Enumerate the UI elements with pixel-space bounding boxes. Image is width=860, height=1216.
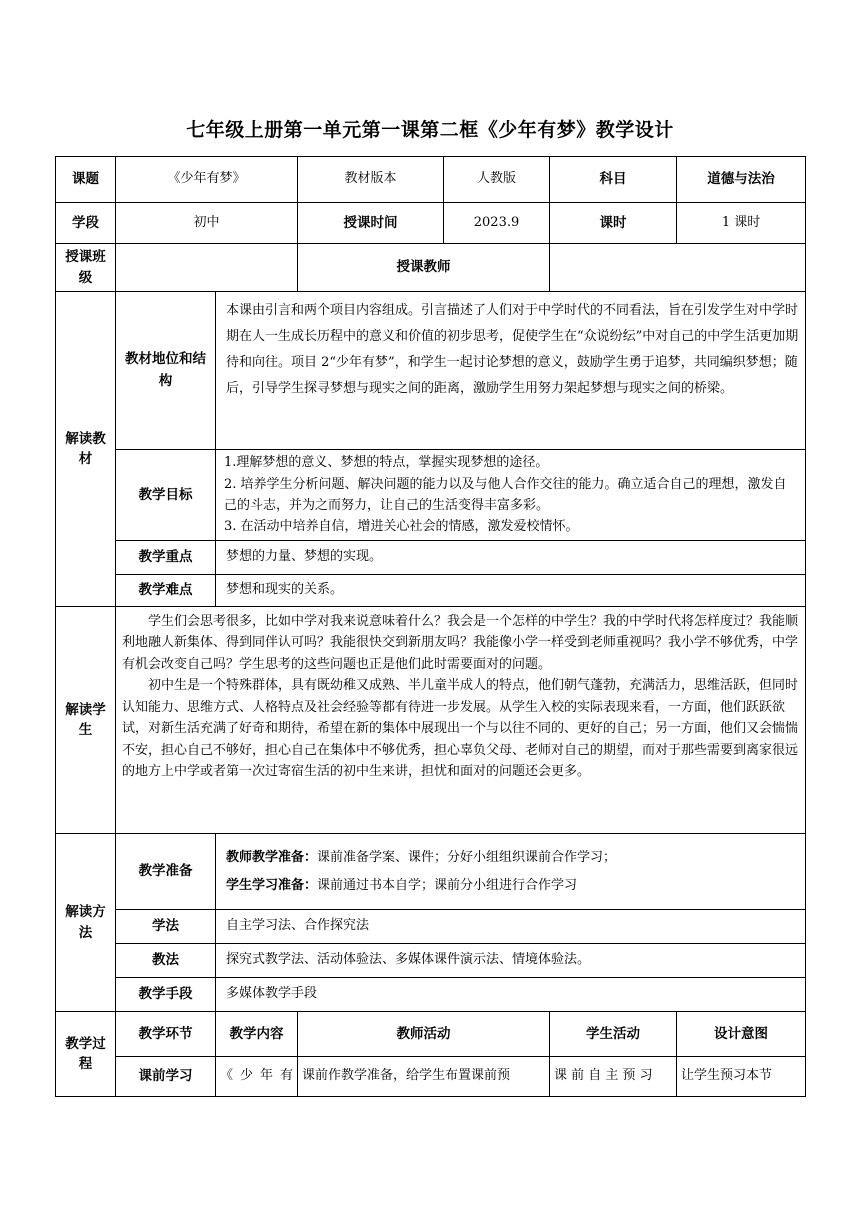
preparation-text [216,834,806,910]
label-class: 授课班级 [56,244,116,292]
row-class [56,244,806,292]
header-teacher-activity: 教师活动 [298,1012,550,1057]
label-topic: 课题 [56,157,116,203]
row-process-header [56,1012,806,1057]
students-analysis [116,607,806,834]
label-textbook-version: 教材版本 [298,157,444,203]
row-stage [56,203,806,244]
cell-content: 《少年有 [216,1057,298,1097]
label-position: 教材地位和结构 [116,292,216,450]
document-title: 七年级上册第一单元第一课第二框《少年有梦》教学设计 [186,119,674,141]
label-subject: 科目 [550,157,677,203]
value-teacher [550,244,806,292]
cell-student-activity: 课 前 自 主 预 习 [550,1057,677,1097]
cell-design-intent: 让学生预习本节 [677,1057,806,1097]
label-stage: 学段 [56,203,116,244]
label-difficulty: 教学难点 [116,575,216,607]
section-textbook: 解读教材 [56,292,116,607]
students-paragraph: 学生们会思考很多，比如中学对我来说意味着什么？我会是一个怎样的中学生？我的中学时代将怎样度过？我能顺利地融人新集体、得到同伴认可吗？我能很快交到新朋友吗？我能像小学一样受到老师重视吗？我小学不够优秀，中学有机会改变自己吗？学生思考的这些问题也正是他们此时需要面对的问题。 [122,614,799,672]
section-students: 解读学生 [56,607,116,834]
value-class [116,244,298,292]
teacher-prep-value: 课前准备学案、课件；分好小组组织课前合作学习； [317,850,617,866]
goal-item: 3. 在活动中培养自信，增进关心社会的情感，激发爱校情怀。 [224,519,579,535]
label-preparation: 教学准备 [116,834,216,910]
cell-teacher-activity: 课前作教学准备，给学生布置课前预 [298,1057,550,1097]
value-textbook-version: 人教版 [444,157,550,203]
row-teaching-means [56,978,806,1012]
label-periods: 课时 [550,203,677,244]
cell-stage: 课前学习 [116,1057,216,1097]
row-key-point [56,541,806,575]
row-learning-method [56,910,806,944]
student-prep-value: 课前通过书本自学；课前分小组进行合作学习 [317,877,578,893]
value-stage: 初中 [116,203,298,244]
section-process: 教学过程 [56,1012,116,1097]
label-teaching-method: 教法 [116,944,216,978]
students-paragraph: 初中生是一个特殊群体，具有既幼稚又成熟、半儿童半成人的特点，他们朝气蓬勃，充满活力，思维活跃，但同时认知能力、思维方式、人格特点及社会经验等都有待进一步发展。从学生入校的实际表现来看，一方面，他们跃跃欲试，对新生活充满了好奇和期待，希望在新的集体中展现出一个与以往不同的、更好的自己；另一方面，他们又会惴惴不安，担心自己不够好，担心自己在集体中不够优秀，担心辜负父母、老师对自己的期望，而对于那些需要到离家很远的地方上中学或者第一次过寄宿生活的初中生来讲，担忧和面对的问题还会更多。 [122,678,799,780]
text-position: 本课由引言和两个项目内容组成。引言描述了人们对于中学时代的不同看法，旨在引发学生对中学时期在人一生成长历程中的意义和价值的初步思考，促使学生在“众说纷纭”中对自己的中学生活更加期待和向往。项目 2“少年有梦”，和学生一起讨论梦想的意义，鼓励学生勇于追梦，共同编织梦想；随后，引导学生探寻梦想与现实之间的距离，激励学生用努力架起梦想与现实之间的桥梁。 [216,292,806,450]
text-difficulty: 梦想和现实的关系。 [216,575,806,607]
value-teaching-time: 2023.9 [444,203,550,244]
teacher-preparation [226,844,801,871]
goal-item: 1.理解梦想的意义、梦想的特点，掌握实现梦想的途径。 [224,455,549,471]
row-difficulty [56,575,806,607]
section-methods: 解读方法 [56,834,116,1012]
row-goals [56,450,806,541]
lesson-plan-table [55,156,806,1097]
text-teaching-means: 多媒体教学手段 [216,978,806,1012]
header-design-intent: 设计意图 [677,1012,806,1057]
row-students [56,607,806,834]
text-learning-method: 自主学习法、合作探究法 [216,910,806,944]
value-subject: 道德与法治 [677,157,806,203]
student-prep-label: 学生学习准备： [226,877,318,893]
label-key-point: 教学重点 [116,541,216,575]
label-teaching-means: 教学手段 [116,978,216,1012]
header-stage: 教学环节 [116,1012,216,1057]
value-topic: 《少年有梦》 [116,157,298,203]
row-teaching-method [56,944,806,978]
student-preparation [226,872,801,899]
goal-item: 2. 培养学生分析问题、解决问题的能力以及与他人合作交往的能力。确立适合自己的理想，激发自己的斗志，并为之而努力，让自己的生活变得丰富多彩。 [224,476,787,513]
row-topic [56,157,806,203]
teacher-prep-label: 教师教学准备： [226,850,318,866]
label-teacher: 授课教师 [298,244,550,292]
goals-list [216,450,806,541]
row-preparation [56,834,806,910]
text-teaching-method: 探究式教学法、活动体验法、多媒体课件演示法、情境体验法。 [216,944,806,978]
row-pre-class [56,1057,806,1097]
header-content: 教学内容 [216,1012,298,1057]
header-student-activity: 学生活动 [550,1012,677,1057]
label-learning-method: 学法 [116,910,216,944]
row-textbook-position [56,292,806,450]
label-teaching-time: 授课时间 [298,203,444,244]
text-key-point: 梦想的力量、梦想的实现。 [216,541,806,575]
value-periods: 1 课时 [677,203,806,244]
label-goals: 教学目标 [116,450,216,541]
